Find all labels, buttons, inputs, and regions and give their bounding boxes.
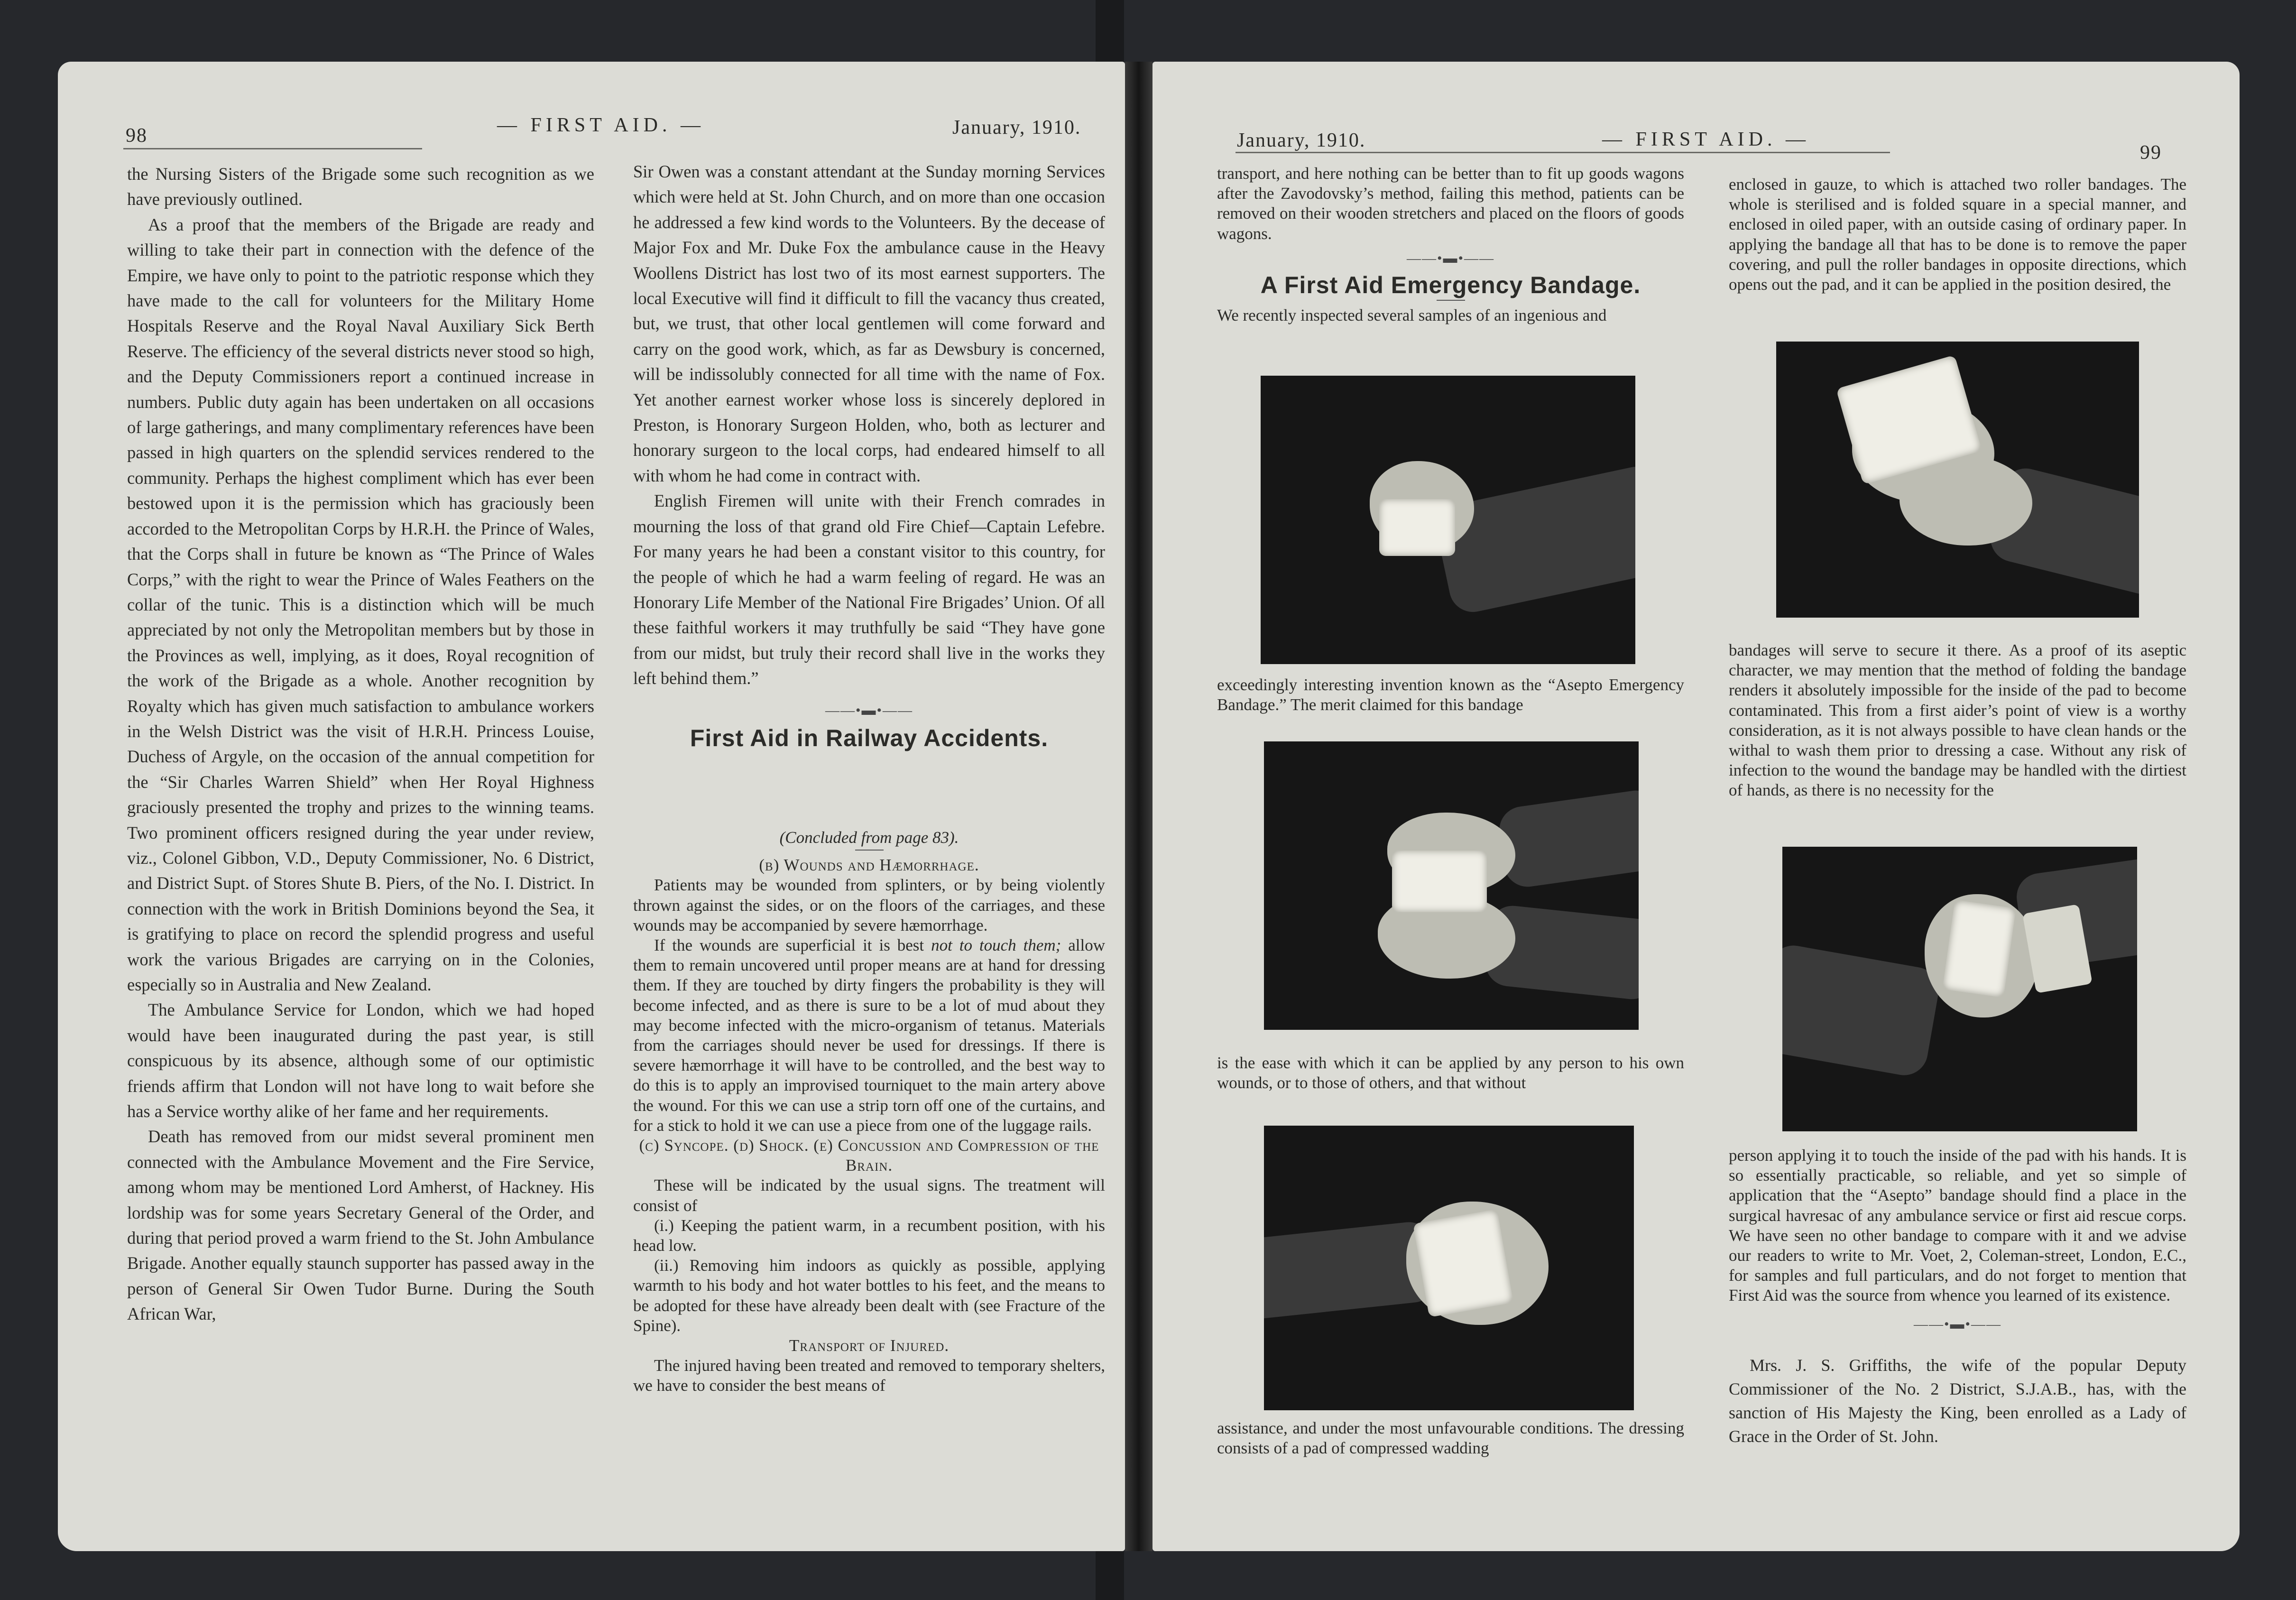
short-rule	[855, 850, 884, 851]
text-run: allow them to remain uncovered until proper means are at hand for dressing them. If they are touched by dirty fingers the probability is they will become infected, and as there is sure to be a lot of mud about they may become infected with the micro-organism of tetanus. Materials from the carriages should never be used for dressings. If there is severe hæmorrhage it will have to be controlled, and the best way to do this is to apply an improvised tourniquet to the main artery above the wound. For this we can use a strip torn off one of the curtains, and for a stick to hold it we can use a piece from one of the luggage rails.	[633, 936, 1105, 1135]
paragraph: As a proof that the members of the Brigade are ready and willing to take their part in connection with the defence of the Empire, we have only to point to the patriotic response which they have made to the call for volunteers for the Military Home Hospitals Reserve and the Royal Naval Auxiliary Sick Berth Reserve. The efficiency of the several districts never stood so high, and the Deputy Commissioners report a continued increase in numbers. Public duty again has been undertaken on all occasions of large gatherings, and many complimentary references have been passed in high quarters on the splendid services rendered to the community. Perhaps the highest compliment which has ever been bestowed upon it is the permission which has graciously been accorded to the Metropolitan Corps by H.R.H. the Prince of Wales, that the Corps shall in future be known as “The Prince of Wales Corps,” with the right to wear the Prince of Wales Feathers on the collar of the tunic. This is a distinction which will be much appreciated by not only the Metropolitan members but by those in the Provinces as well, implying, as it does, Royal recognition of the work of the Brigade as a whole. Another recognition by Royalty which has given much satisfaction to ambulance workers in the Welsh District was the visit of H.R.H. Princess Louise, Duchess of Argyle, on the occasion of the annual competition for the “Sir Charles Warren Shield” when Her Royal Highness graciously presented the trophy and prizes to the winning teams. Two prominent officers resigned during the year under review, viz., Colonel Gibbon, V.D., Deputy Commissioner, No. 6 District, and District Supt. of Stores Shute B. Piers, of the No. I. District. In connection with the work in British Dominions beyond the Sea, it is gratifying to place on record the splendid progress and useful work the various Brigades are carrying on in the Colonies, especially so in Australia and New Zealand.	[127, 214, 594, 994]
bandage-text-3	[1217, 1053, 1684, 1093]
paragraph: is the ease with which it can be applied by any person to his own wounds, or to those of others, and that without	[1217, 1054, 1684, 1092]
bandage-pad	[1942, 900, 2016, 998]
section-ornament: ——•▬•——	[1406, 250, 1494, 266]
subhead-syncope: (c) Syncope. (d) Shock. (e) Concussion and Compression of the Brain.	[639, 1136, 1099, 1175]
header-rule-left	[123, 148, 422, 149]
paragraph: (i.) Keeping the patient warm, in a recumbent position, with his head low.	[633, 1216, 1105, 1255]
bandage-text-2	[1217, 675, 1684, 715]
date-right: January, 1910.	[1237, 129, 1366, 151]
paragraph: the Nursing Sisters of the Brigade some such recognition as we have previously outlined.	[127, 164, 594, 209]
paragraph: (ii.) Removing him indoors as quickly as possible, applying warmth to his body and hot water bottles to his feet, and the means to be adopted for these have already been dealt with (see Fracture of the Spine).	[633, 1256, 1105, 1335]
paragraph: English Firemen will unite with their French comrades in mourning the loss of that grand old Fire Chief—Captain Lefebre. For many years he had been a constant visitor to this country, for the people of which he had a warm feeling of regard. He was an Honorary Life Member of the National Fire Brigades’ Union. Of all these faithful workers it may truthfully be said “They have gone from our midst, but truly their record shall live in the works they left behind them.”	[633, 491, 1105, 688]
griffiths-note: Mrs. J. S. Griffiths, the wife of the popular Deputy Commissioner of the No. 2 District, S.J.A.B., has, with the sanction of His Majesty the King, been enrolled as a Lady of Grace in the Order of St. John.	[1729, 1355, 2186, 1446]
date-left: January, 1910.	[952, 117, 1081, 139]
paragraph: bandages will serve to secure it there. As a proof of its aseptic character, we may mention that the method of folding the bandage renders it absolutely impossible for the inside of the pad to become contaminated. This from a first aider’s point of view is a worthy consideration, as it is not always possible to have clean hands or the withal to wash them prior to dressing a case. Without any risk of infection to the wound the bandage may be handled with the dirtiest of hands, as there is no necessity for the	[1729, 641, 2186, 800]
paragraph	[633, 935, 1105, 1136]
section-ornament: ——•▬•——	[1913, 1316, 2001, 1332]
bandage-text-4	[1217, 1418, 1684, 1458]
sleeve	[1782, 942, 1942, 1079]
left-column-2	[633, 159, 1105, 751]
header-rule-right	[1236, 152, 1890, 153]
bandage-heading: A First Aid Emergency Bandage.	[1260, 272, 1641, 299]
left-column-1	[127, 161, 594, 1327]
subhead-transport: Transport of Injured.	[789, 1336, 950, 1355]
hand	[1900, 455, 2032, 546]
bandage-pad	[1379, 499, 1455, 556]
paragraph: transport, and here nothing can be better than to fit up goods wagons after the Zavodovsky’s method, failing this method, patients can be removed on their wooden stretchers and placed on the floors of goods wagons.	[1217, 164, 1684, 243]
running-title-left: — FIRST AID. —	[497, 114, 705, 136]
railway-heading: First Aid in Railway Accidents.	[690, 724, 1049, 751]
paragraph: Death has removed from our midst several prominent men connected with the Ambulance Movement and the Fire Service, among whom may be mentioned Lord Amherst, of Hackney. His lordship was for some years Secretary General of the Order, and during that period proved a warm friend to the St. John Ambulance Brigade. Another equally staunch supporter has passed away in the person of General Sir Owen Tudor Burne. During the South African War,	[127, 1127, 594, 1324]
photo-bandage-3	[1264, 1126, 1634, 1410]
short-rule	[1437, 300, 1465, 301]
page-number-left: 98	[126, 125, 148, 147]
paragraph: person applying it to touch the inside of the pad with his hands. It is so essentially practicable, so reliable, and yet so simple of application that the “Asepto” bandage should find a place in the surgical havresac of any ambulance service or first aid rescue corps. We have seen no other bandage to compare with it and we advise our readers to write to Mr. Voet, 2, Coleman-street, London, E.C., for samples and full particulars, and do not forget to mention that First Aid was the source from whence you learned of its existence.	[1729, 1146, 2186, 1305]
right-column-2-top	[1729, 175, 2186, 295]
right-column-1-top	[1217, 164, 1684, 325]
bandage-pad	[1392, 851, 1487, 912]
paragraph: Sir Owen was a constant attendant at the Sunday morning Services which were held at St. John Church, and on more than one occasion he addressed a few kind words to the Volunteers. By the decease of Major Fox and Mr. Duke Fox the ambulance cause in the Heavy Woollens District has lost two of its most earnest supporters. The local Executive will find it difficult to fill the vacancy thus created, but, we trust, that other local gentlemen will come forward and carry on the good work, which, as far as Dewsbury is concerned, will be indissolubly connected for all time with the name of Fox. Yet another earnest worker whose loss is sincerely deplored in Preston, is Honorary Surgeon Holden, who, both as lecturer and honorary surgeon to the local corps, had endeared himself to all with whom he had come in contract with.	[633, 162, 1105, 485]
subhead-wounds: (b) Wounds and Hæmorrhage.	[759, 856, 979, 875]
running-title-right: — FIRST AID. —	[1602, 129, 1810, 150]
photo-bandage-2	[1264, 741, 1639, 1030]
photo-bandage-5	[1782, 847, 2137, 1131]
sleeve	[1496, 787, 1639, 890]
photo-bandage-1	[1261, 376, 1635, 664]
paragraph: Patients may be wounded from splinters, or by being violently thrown against the sides, or on the floors of the carriages, and these wounds may be accompanied by severe hæmorrhage.	[633, 876, 1105, 934]
paragraph: These will be indicated by the usual signs. The treatment will consist of	[633, 1176, 1105, 1215]
right-column-2-low	[1729, 1146, 2186, 1448]
italic-run: not to touch them;	[931, 936, 1061, 955]
paragraph: exceedingly interesting invention known as the “Asepto Emergency Bandage.” The merit claimed for this bandage	[1217, 675, 1684, 714]
paragraph: enclosed in gauze, to which is attached two roller bandages. The whole is sterilised and is folded square in a special manner, and enclosed in oiled paper, with an outside casing of ordinary paper. In applying the bandage all that has to be done is to remove the paper covering, and pull the roller bandages in opposite directions, which opens out the pad, and it can be applied in the position desired, the	[1729, 175, 2186, 294]
bandage-pad	[1413, 1209, 1513, 1317]
paragraph: assistance, and under the most unfavourable conditions. The dressing consists of a pad of compressed wadding	[1217, 1419, 1684, 1458]
concluded-note: (Concluded from page 83).	[779, 828, 959, 847]
section-ornament: ——•▬•——	[825, 702, 913, 718]
paragraph: The Ambulance Service for London, which we had hoped would have been inaugurated during the past year, is still conspicuous by its absence, although some of our optimistic friends affirm that London will not have long to wait before she has a Service worthy alike of her fame and her requirements.	[127, 1000, 594, 1121]
text-run: If the wounds are superficial it is best	[654, 936, 931, 955]
gutter-shadow	[1125, 62, 1153, 1551]
railway-article	[633, 828, 1105, 1396]
right-column-2-mid	[1729, 640, 2186, 801]
paragraph: The injured having been treated and removed to temporary shelters, we have to consider the best means of	[633, 1356, 1105, 1395]
paragraph: We recently inspected several samples of an ingenious and	[1217, 306, 1607, 325]
photo-bandage-4	[1776, 342, 2139, 618]
page-number-right: 99	[2140, 142, 2162, 164]
